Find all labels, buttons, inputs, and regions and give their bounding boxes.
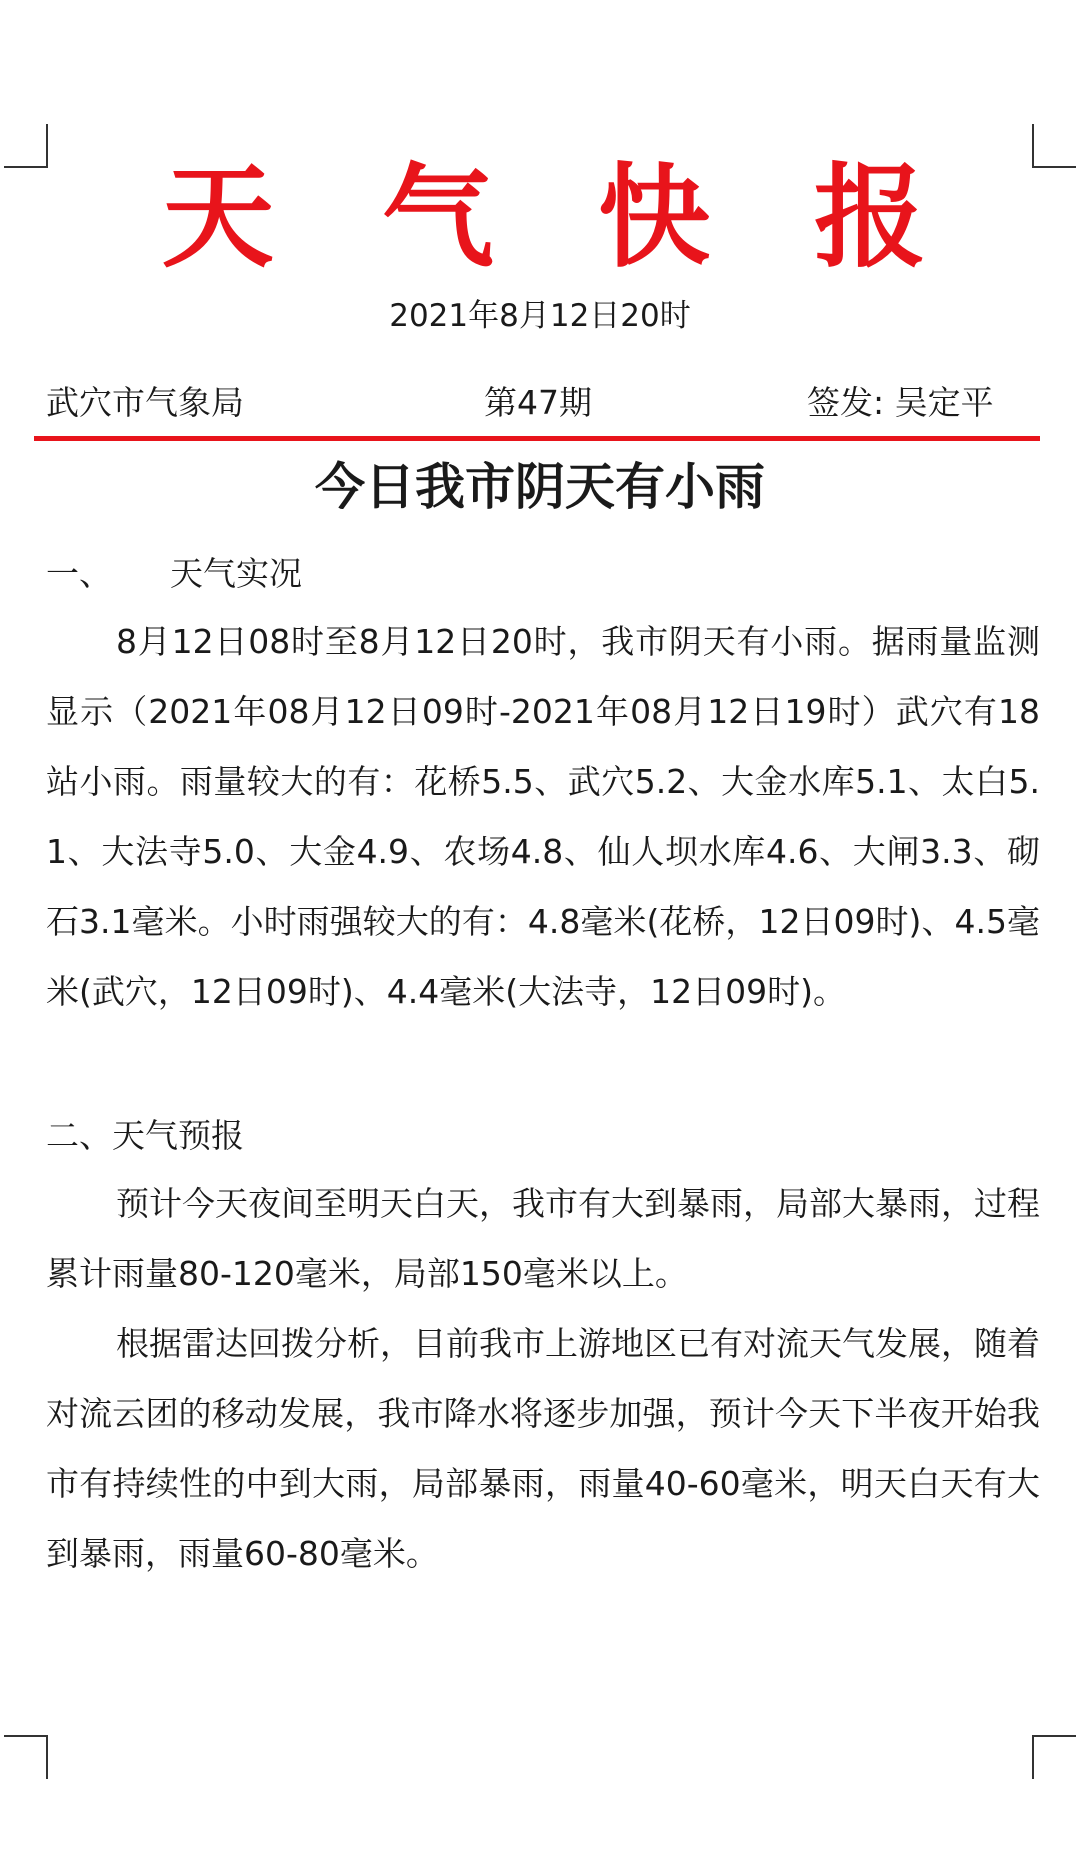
- section-2-heading: 二、天气预报: [46, 1116, 244, 1155]
- masthead-char-1: 天: [162, 153, 274, 283]
- section-1-title: 天气实况: [170, 554, 302, 593]
- header-divider: [34, 436, 1040, 441]
- issue-date: 2021年8月12日20时: [389, 298, 691, 334]
- section-2-paragraph-2: 根据雷达回拨分析，目前我市上游地区已有对流天气发展，随着对流云团的移动发展，我市降水将逐步加强，预计今天下半夜开始我市有持续性的中到大雨，局部暴雨，雨量40-60毫米，明天白天有大到暴雨，雨量60-80毫米。: [46, 1324, 1040, 1573]
- signer-name: 签发: 吴定平: [807, 383, 994, 422]
- headline: 今日我市阴天有小雨: [315, 458, 765, 516]
- masthead-char-2: 气: [382, 153, 494, 283]
- masthead-char-4: 报: [814, 153, 926, 283]
- section-1-heading: [46, 552, 302, 596]
- issue-number: 第47期: [484, 383, 592, 422]
- masthead-char-3: 快: [598, 153, 710, 283]
- section-2-paragraph-1: 预计今天夜间至明天白天，我市有大到暴雨，局部大暴雨，过程累计雨量80-120毫米，局部150毫米以上。: [46, 1184, 1040, 1293]
- issuer-name: 武穴市气象局: [46, 383, 244, 422]
- crop-mark-bottom-right: [1032, 1735, 1076, 1779]
- crop-mark-bottom-left: [4, 1735, 48, 1779]
- section-1-number: 一、: [46, 554, 112, 593]
- masthead-title: [0, 153, 1080, 283]
- section-1-paragraph: 8月12日08时至8月12日20时，我市阴天有小雨。据雨量监测显示（2021年08月12日09时-2021年08月12日19时）武穴有18站小雨。雨量较大的有：花桥5.5、武穴5.2、大金水库5.1、太白5.1、大法寺5.0、大金4.9、农场4.8、仙人坝水库4.6、大闸3.3、砌石3.1毫米。小时雨强较大的有：4.8毫米(花桥，12日09时)、4.5毫米(武穴，12日09时)、4.4毫米(大法寺，12日09时)。: [46, 622, 1040, 1011]
